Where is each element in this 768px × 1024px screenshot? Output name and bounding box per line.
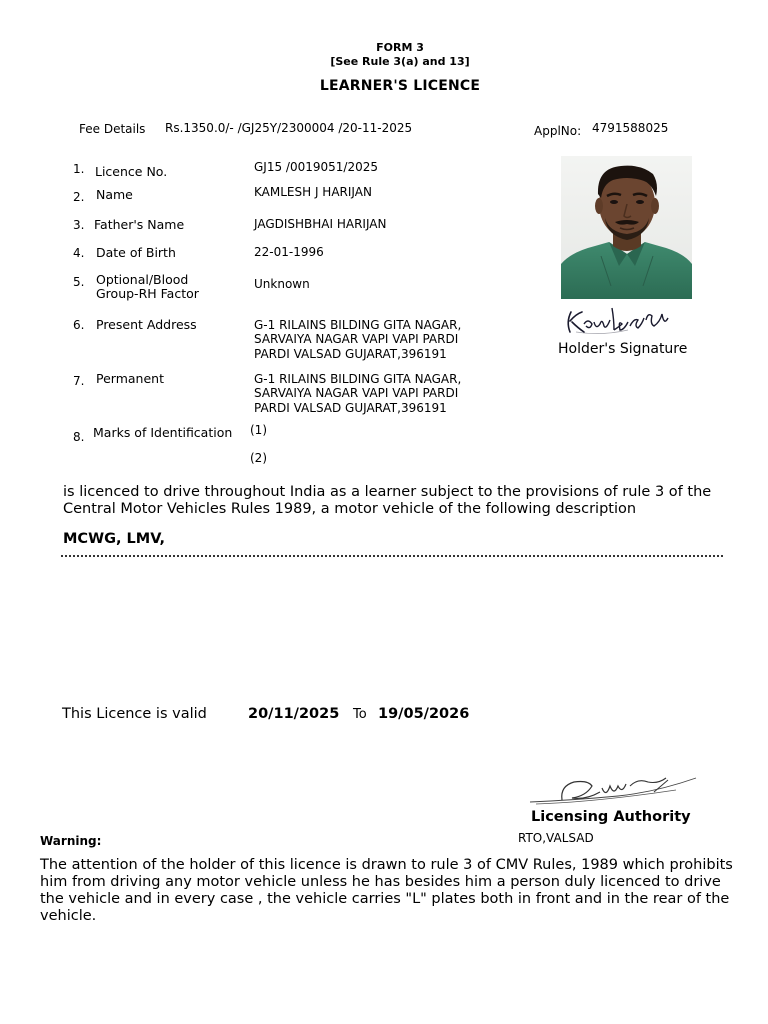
holders-signature-label: Holder's Signature bbox=[558, 341, 688, 357]
rto-office: RTO,VALSAD bbox=[518, 831, 594, 845]
handwritten-signature-icon bbox=[526, 772, 698, 808]
name-label: Name bbox=[96, 187, 133, 202]
valid-to-date: 19/05/2026 bbox=[378, 706, 470, 722]
holder-photo bbox=[561, 156, 692, 299]
present-address-label: Present Address bbox=[96, 317, 197, 332]
person-photo-icon bbox=[561, 156, 692, 299]
fee-details-value: Rs.1350.0/- /GJ25Y/2300004 /20-11-2025 bbox=[165, 121, 413, 135]
date-of-birth-value: 22-01-1996 bbox=[254, 245, 324, 259]
present-address-line-3: PARDI VALSAD GUJARAT,396191 bbox=[254, 347, 447, 361]
dotted-divider bbox=[61, 545, 723, 557]
permanent-address-line-2: SARVAIYA NAGAR VAPI VAPI PARDI bbox=[254, 386, 459, 400]
field-number: 2. bbox=[73, 190, 85, 204]
handwritten-signature-icon bbox=[562, 304, 674, 338]
identification-mark-2: (2) bbox=[250, 451, 267, 465]
warning-text: The attention of the holder of this licence is drawn to rule 3 of CMV Rules, 1989 which prohibits him from driving any motor vehicle unless he has besides him a person duly licenced to drive the vehicle and in every case , the vehicle carries "L" plates both in front and in the rear of the vehicle. bbox=[40, 857, 733, 924]
blood-group-label-line2: Group-RH Factor bbox=[96, 286, 199, 301]
blood-group-value: Unknown bbox=[254, 277, 310, 291]
present-address-line-2: SARVAIYA NAGAR VAPI VAPI PARDI bbox=[254, 332, 459, 346]
permanent-address-line-3: PARDI VALSAD GUJARAT,396191 bbox=[254, 401, 447, 415]
licence-no-label: Licence No. bbox=[95, 164, 168, 179]
field-number: 6. bbox=[73, 318, 85, 332]
permanent-address-label: Permanent bbox=[96, 371, 164, 386]
document-title: LEARNER'S LICENCE bbox=[319, 78, 481, 94]
field-number: 3. bbox=[73, 218, 85, 232]
validity-label: This Licence is valid bbox=[62, 706, 207, 722]
licence-no-value: GJ15 /0019051/2025 bbox=[254, 160, 378, 174]
present-address-line-1: G-1 RILAINS BILDING GITA NAGAR, bbox=[254, 318, 462, 332]
warning-label: Warning: bbox=[40, 834, 102, 848]
field-number: 8. bbox=[73, 430, 85, 444]
holder-signature-image bbox=[562, 304, 674, 338]
fathers-name-label: Father's Name bbox=[94, 217, 185, 232]
authority-signature-image bbox=[526, 772, 698, 808]
blood-group-label: Optional/Blood bbox=[96, 272, 189, 287]
form-rule-reference: [See Rule 3(a) and 13] bbox=[330, 55, 470, 68]
form-number: FORM 3 bbox=[376, 41, 424, 54]
appl-no-value: 4791588025 bbox=[592, 121, 669, 135]
vehicle-classes: MCWG, LMV, bbox=[63, 531, 166, 547]
appl-no-label: ApplNo: bbox=[534, 124, 582, 138]
licensing-authority-label: Licensing Authority bbox=[531, 809, 691, 825]
field-number: 4. bbox=[73, 246, 85, 260]
fee-details-label: Fee Details bbox=[79, 122, 146, 136]
identification-mark-1: (1) bbox=[250, 423, 267, 437]
marks-of-identification-label: Marks of Identification bbox=[93, 425, 233, 440]
permanent-address-line-1: G-1 RILAINS BILDING GITA NAGAR, bbox=[254, 372, 462, 386]
name-value: KAMLESH J HARIJAN bbox=[254, 185, 372, 199]
fathers-name-value: JAGDISHBHAI HARIJAN bbox=[254, 217, 387, 231]
validity-to-word: To bbox=[353, 707, 367, 722]
field-number: 5. bbox=[73, 275, 85, 289]
licence-statement: is licenced to drive throughout India as a learner subject to the provisions of rule 3 of the Central Motor Vehicles Rules 1989, a motor vehicle of the following description bbox=[63, 484, 712, 517]
field-number: 1. bbox=[73, 162, 85, 176]
field-number: 7. bbox=[73, 374, 85, 388]
valid-from-date: 20/11/2025 bbox=[248, 706, 340, 722]
date-of-birth-label: Date of Birth bbox=[96, 245, 176, 260]
